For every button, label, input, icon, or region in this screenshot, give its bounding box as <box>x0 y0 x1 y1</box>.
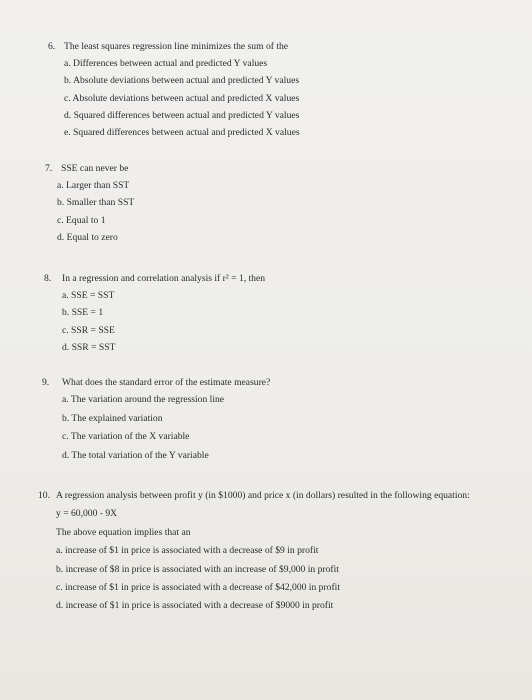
question-number: 10. <box>38 490 50 501</box>
option-b: b. increase of $8 in price is associated with an increase of $9,000 in profit <box>56 563 339 575</box>
option-d: d. increase of $1 in price is associated with a decrease of $9000 in profit <box>56 600 334 612</box>
option-a: a. increase of $1 in price is associated with a decrease of $9 in profit <box>56 545 319 557</box>
question-7 <box>45 160 134 246</box>
option-d: d. Squared differences between actual and predicted Y values <box>64 109 300 121</box>
option-a: a. The variation around the regression line <box>62 394 225 406</box>
question-number: 7. <box>45 163 53 174</box>
option-d: d. The total variation of the Y variable <box>62 449 209 461</box>
regression-equation: y = 60,000 - 9X <box>56 508 118 520</box>
option-c: c. increase of $1 in price is associated with a decrease of $42,000 in profit <box>56 582 340 594</box>
question-stem <box>44 270 265 287</box>
question-stem <box>42 374 270 391</box>
question-text: SSE can never be <box>61 163 129 174</box>
question-10 <box>38 487 470 616</box>
option-a: a. Differences between actual and predicted Y values <box>64 58 268 70</box>
question-text: The least squares regression line minimizes the sum of the <box>64 41 289 52</box>
option-a: a. Larger than SST <box>57 180 130 192</box>
question-text: In a regression and correlation analysis if r² = 1, then <box>62 273 266 284</box>
option-a: a. SSE = SST <box>62 290 115 302</box>
question-number: 9. <box>42 377 50 388</box>
question-number: 8. <box>44 273 52 284</box>
question-stem <box>45 160 134 177</box>
question-9 <box>42 374 270 465</box>
option-c: c. The variation of the X variable <box>62 431 190 443</box>
option-d: d. Equal to zero <box>57 231 118 243</box>
question-8 <box>44 270 265 356</box>
option-c: c. Absolute deviations between actual and predicted X values <box>64 92 300 104</box>
option-d: d. SSR = SST <box>62 341 116 353</box>
option-e: e. Squared differences between actual and predicted X values <box>64 127 300 139</box>
option-c: c. SSR = SSE <box>62 324 115 336</box>
question-number: 6. <box>48 41 56 52</box>
question-lead-text: The above equation implies that an <box>56 526 191 538</box>
question-stem <box>38 487 470 505</box>
option-b: b. Absolute deviations between actual and predicted Y values <box>64 75 300 87</box>
option-c: c. Equal to 1 <box>57 214 106 226</box>
option-b: b. The explained variation <box>62 412 163 424</box>
question-text: What does the standard error of the estimate measure? <box>62 377 271 388</box>
option-b: b. Smaller than SST <box>57 197 135 209</box>
question-text: A regression analysis between profit y (in $1000) and price x (in dollars) resulted in the following equation: <box>56 490 470 501</box>
question-6 <box>48 38 300 141</box>
question-stem <box>48 38 300 55</box>
option-b: b. SSE = 1 <box>62 307 104 319</box>
